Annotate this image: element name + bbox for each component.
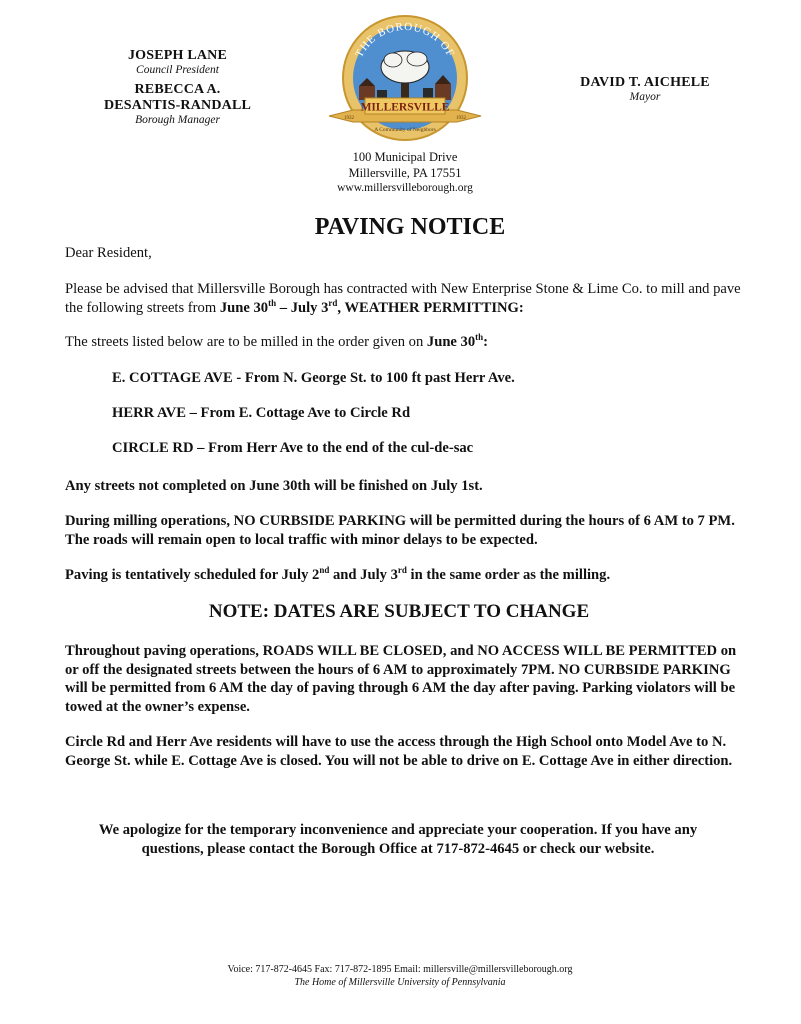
access-route-paragraph: Circle Rd and Herr Ave residents will have to use the access through the High School onto Model Ave to N. George St. while E. Cottage Ave is closed. You will not be able to drive on E. Cottage Ave in either direction. bbox=[65, 734, 733, 769]
officials-left bbox=[100, 48, 255, 126]
borough-address bbox=[300, 150, 510, 197]
footer-contact: Voice: 717-872-4645 Fax: 717-872-1895 Email: millersville@millersvilleborough.org bbox=[227, 964, 573, 975]
borough-seal bbox=[325, 12, 485, 144]
mill-order-colon: : bbox=[483, 334, 489, 350]
borough-seal-logo bbox=[325, 12, 485, 144]
street-item: E. COTTAGE AVE - From N. George St. to 100 ft past Herr Ave. bbox=[112, 370, 515, 386]
street-item: HERR AVE – From E. Cottage Ave to Circle Rd bbox=[112, 405, 411, 421]
paving-schedule-suffix1: nd bbox=[319, 565, 330, 576]
intro-paragraph bbox=[65, 280, 745, 317]
intro-date-end: – July 3 bbox=[276, 299, 329, 316]
paving-schedule-part2: and July 3 bbox=[329, 567, 398, 583]
borough-manager-name-line1: REBECCA A. bbox=[134, 82, 221, 97]
council-president-title: Council President bbox=[136, 64, 219, 76]
road-closure-paragraph: Throughout paving operations, ROADS WILL BE CLOSED, and NO ACCESS WILL BE PERMITTED on or off the designated streets between the hours of 6 AM to approximately 7PM. NO CURBSIDE PARKING will be permitted from 6 AM the day of paving through 6 AM the day after paving. Parking violators will be towed at the owner’s expense. bbox=[65, 643, 737, 715]
paving-schedule-paragraph bbox=[65, 566, 745, 585]
seal-year-left: 1932 bbox=[344, 116, 354, 121]
weather-permitting-text: , WEATHER PERMITTING: bbox=[337, 299, 524, 316]
seal-bottom-text: A Community of Neighbors bbox=[374, 127, 436, 133]
intro-text-part1: Please be advised that Millersville Borough has contracted with New Enterprise Stone & Lime Co. to mill and pave the following streets from bbox=[65, 281, 741, 316]
paving-schedule-part1: Paving is tentatively scheduled for July 2 bbox=[65, 567, 320, 583]
street-item: CIRCLE RD – From Herr Ave to the end of the cul-de-sac bbox=[112, 440, 474, 456]
milling-parking-paragraph: During milling operations, NO CURBSIDE PARKING will be permitted during the hours of 6 AM to 7 PM. The roads will remain open to local traffic with minor delays to be expected. bbox=[65, 513, 735, 548]
borough-manager-name-line2: DESANTIS-RANDALL bbox=[103, 98, 252, 113]
mill-order-text: The streets listed below are to be milled in the order given on bbox=[65, 334, 427, 350]
page-title: PAVING NOTICE bbox=[314, 214, 506, 240]
mill-order-date: June 30 bbox=[426, 334, 476, 350]
paving-schedule-part3: in the same order as the milling. bbox=[406, 567, 611, 583]
footer-tagline: The Home of Millersville University of Pennsylvania bbox=[294, 977, 506, 988]
intro-date-start: June 30 bbox=[219, 299, 269, 316]
council-president-name: JOSEPH LANE bbox=[127, 48, 228, 63]
mill-order-date-suffix: th bbox=[475, 332, 484, 343]
seal-banner-text: MILLERSVILLE bbox=[360, 101, 450, 114]
mayor-name: DAVID T. AICHELE bbox=[580, 75, 710, 90]
mayor-title: Mayor bbox=[629, 91, 661, 103]
salutation: Dear Resident, bbox=[65, 245, 152, 261]
intro-date-start-suffix: th bbox=[268, 297, 277, 308]
paving-schedule-suffix2: rd bbox=[397, 565, 407, 576]
borough-manager-title: Borough Manager bbox=[135, 114, 220, 126]
website-text: www.millersvilleborough.org bbox=[337, 182, 473, 194]
incomplete-streets-note: Any streets not completed on June 30th will be finished on July 1st. bbox=[65, 478, 483, 494]
seal-year-right: 1932 bbox=[456, 116, 466, 121]
officials-right bbox=[560, 75, 730, 103]
closing-paragraph: We apologize for the temporary inconvenience and appreciate your cooperation. If you have any questions, please contact the Borough Office at 717-872-4645 or check our website. bbox=[98, 822, 698, 857]
address-line2: Millersville, PA 17551 bbox=[348, 165, 462, 180]
seal-top-text: THE BOROUGH OF bbox=[353, 20, 457, 60]
address-line1: 100 Municipal Drive bbox=[352, 150, 458, 164]
note-heading: NOTE: DATES ARE SUBJECT TO CHANGE bbox=[208, 601, 590, 622]
intro-date-end-suffix: rd bbox=[328, 297, 338, 308]
mill-order-paragraph bbox=[65, 333, 745, 352]
